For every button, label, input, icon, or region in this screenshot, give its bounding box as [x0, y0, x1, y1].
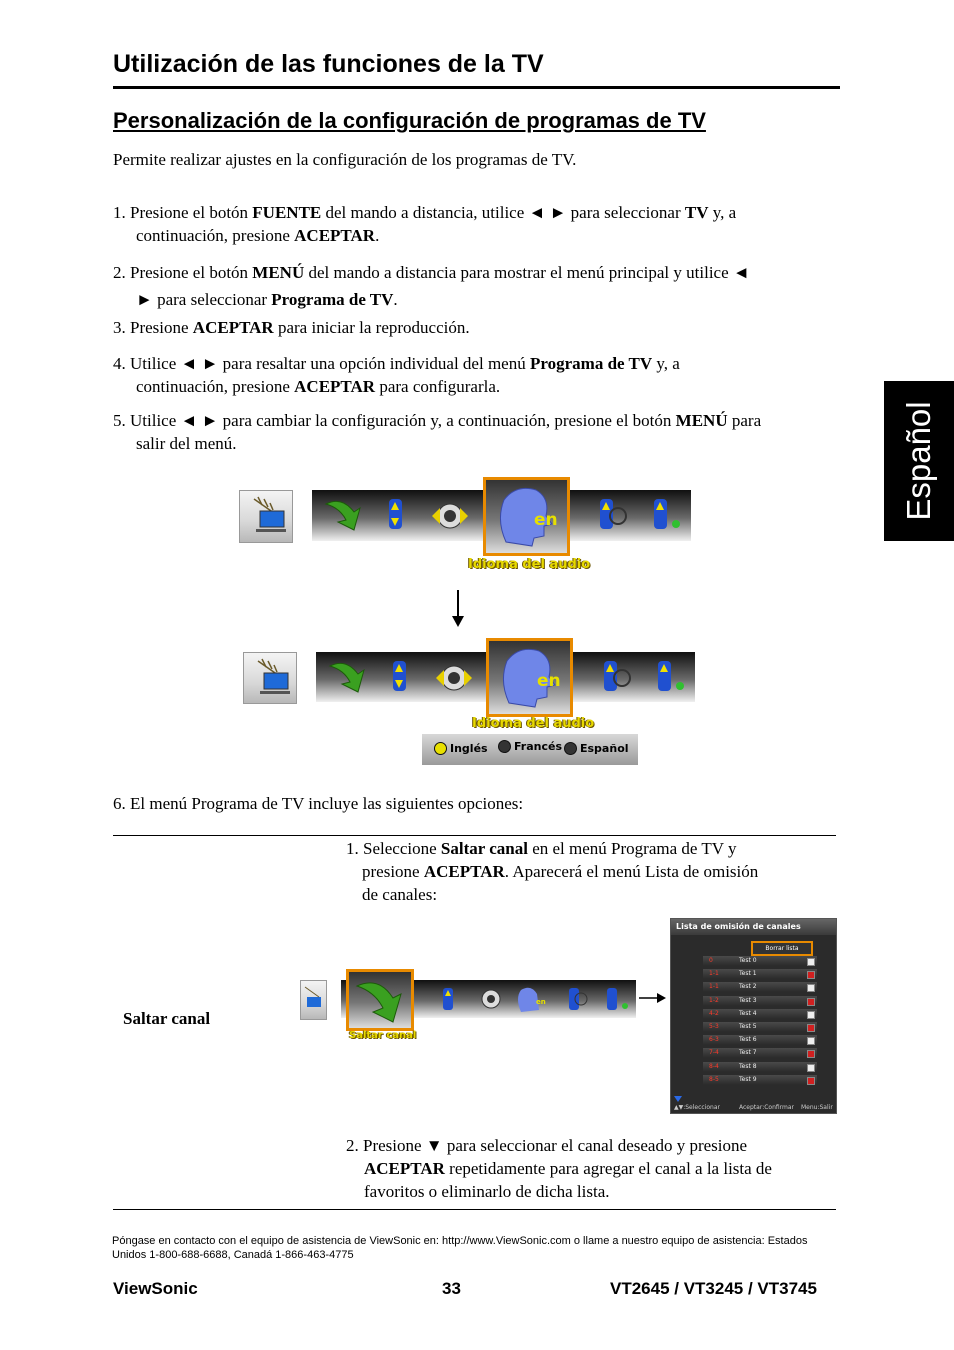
intro-text: Permite realizar ajustes en la configuración de los programas de TV. [113, 150, 577, 169]
skip-checkbox[interactable] [807, 1064, 815, 1072]
audio-language-options [422, 734, 638, 765]
arrow-down-icon [450, 590, 466, 628]
channel-name: Test 7 [739, 1049, 757, 1057]
antenna-tv-icon [243, 652, 297, 704]
channel-name: Test 6 [739, 1036, 757, 1044]
radio-icon [434, 742, 447, 755]
channel-number: 1-1 [709, 983, 719, 991]
skip-checkbox[interactable] [807, 1077, 815, 1085]
step-6: 6. El menú Programa de TV incluye las siguientes opciones: [113, 794, 524, 813]
skip-list-row[interactable] [703, 1062, 817, 1072]
skip-checkbox[interactable] [807, 998, 815, 1006]
channel-number: 1-2 [709, 996, 719, 1004]
radio-icon [564, 742, 577, 755]
page-number: 33 [442, 1279, 461, 1298]
skip-checkbox[interactable] [807, 971, 815, 979]
channel-name: Test 1 [739, 970, 757, 978]
radio-icon [498, 740, 511, 753]
support-footnote: Póngase en contacto con el equipo de asistencia de ViewSonic en: http://www.ViewSonic.com o llame a nuestro equipo de asistencia: Estados Unidos 1-800-688-6688, Canadá 1-866-463-4775 [112, 1235, 808, 1261]
channel-number: 7-4 [709, 1049, 719, 1057]
step-1: 1. Presione el botón FUENTE del mando a distancia, utilice ◄ ► para seleccionar TV y, a continuación, presione ACEPTAR. [113, 203, 737, 245]
channel-name: Test 3 [739, 996, 757, 1004]
footer-models: VT2645 / VT3245 / VT3745 [610, 1279, 817, 1298]
section-subtitle: Personalización de la configuración de programas de TV [113, 108, 706, 133]
step-3: 3. Presione ACEPTAR para iniciar la reproducción. [113, 318, 470, 337]
svg-text:en: en [536, 998, 546, 1006]
table-top-rule [113, 835, 836, 836]
audio-language-selected-icon [486, 638, 573, 717]
channel-name: Test 4 [739, 1009, 757, 1017]
skip-checkbox[interactable] [807, 958, 815, 966]
skip-channel-list-panel: Lista de omisión de canales Borrar lista 0 Test 0 1-1 Test 1 1-1 Test 2 1-2 Test 3 4-2 Test 4 5-3 Test 5 6-3 Test 6 7-4 Test 7 8-4 Test 8 8-5 Test 9 ▲▼:Seleccionar Aceptar:Confirmar Menu:Salir [670, 918, 837, 1114]
channel-number: 5-3 [709, 1023, 719, 1030]
footer-brand: ViewSonic [113, 1279, 198, 1298]
table-bottom-rule [113, 1209, 836, 1210]
skip-list-title: Lista de omisión de canales [671, 919, 836, 935]
skip-list-row[interactable] [703, 982, 817, 992]
skip-list-row[interactable] [703, 1075, 817, 1085]
channel-number: 4-2 [709, 1009, 719, 1017]
skip-list-row[interactable] [703, 1022, 817, 1032]
skip-checkbox[interactable] [807, 1037, 815, 1045]
skip-list-row[interactable] [703, 969, 817, 979]
skip-list-row[interactable] [703, 1048, 817, 1058]
option-french[interactable]: Francés [498, 740, 562, 753]
page-title: Utilización de las funciones de la TV [113, 50, 544, 78]
channel-number: 8-4 [709, 1062, 719, 1070]
channel-number: 0 [709, 957, 713, 964]
skip-channel-selected-icon [346, 969, 414, 1031]
skip-checkbox[interactable] [807, 1024, 815, 1032]
channel-name: Test 0 [739, 957, 757, 964]
skip-checkbox[interactable] [807, 1011, 815, 1019]
arrow-right-icon [639, 992, 667, 1004]
audio-language-selected-icon [483, 477, 570, 556]
audio-language-label: Idioma del audio [468, 557, 591, 572]
option-spanish[interactable]: Español [564, 742, 629, 755]
audio-language-label: Idioma del audio [472, 716, 595, 731]
step-5: 5. Utilice ◄ ► para cambiar la configuración y, a continuación, presione el botón MENÚ para salir del menú. [113, 411, 762, 453]
skip-checkbox[interactable] [807, 984, 815, 992]
skip-list-row[interactable] [703, 996, 817, 1006]
channel-number: 6-3 [709, 1036, 719, 1044]
scroll-down-icon[interactable] [674, 1087, 682, 1093]
channel-number: 1-1 [709, 970, 719, 978]
channel-name: Test 8 [739, 1062, 757, 1070]
skip-step-2: 2. Presione ▼ para seleccionar el canal deseado y presione ACEPTAR repetidamente para agregar el canal a la lista de favoritos o eliminarlo de dicha lista. [346, 1136, 772, 1201]
clear-list-button[interactable]: Borrar lista [751, 941, 813, 956]
step-4: 4. Utilice ◄ ► para resaltar una opción individual del menú Programa de TV y, a continuación, presione ACEPTAR para configurarla. [113, 354, 680, 396]
antenna-tv-icon [300, 980, 327, 1020]
skip-list-row[interactable] [703, 956, 817, 966]
antenna-tv-icon [239, 490, 293, 543]
channel-name: Test 9 [739, 1075, 757, 1083]
language-code: en [534, 510, 558, 530]
title-divider [113, 86, 840, 89]
skip-list-row[interactable] [703, 1009, 817, 1019]
step-2: 2. Presione el botón MENÚ del mando a distancia para mostrar el menú principal y utilice ◄ ► para seleccionar Programa de TV. [113, 263, 750, 309]
skip-checkbox[interactable] [807, 1050, 815, 1058]
language-tab [884, 381, 954, 541]
skip-list-row[interactable] [703, 1035, 817, 1045]
row-label-saltar-canal: Saltar canal [123, 1009, 211, 1028]
skip-step-1: 1. Seleccione Saltar canal en el menú Programa de TV y presione ACEPTAR. Aparecerá el menú Lista de omisión de canales: [346, 839, 759, 904]
channel-name: Test 2 [739, 983, 757, 991]
skip-channel-label: Saltar canal [349, 1030, 417, 1041]
channel-number: 8-5 [709, 1075, 719, 1083]
option-english[interactable]: Inglés [434, 742, 488, 755]
language-tab-label: Español [900, 401, 937, 521]
language-code: en [537, 671, 561, 691]
channel-name: Test 5 [739, 1023, 757, 1030]
